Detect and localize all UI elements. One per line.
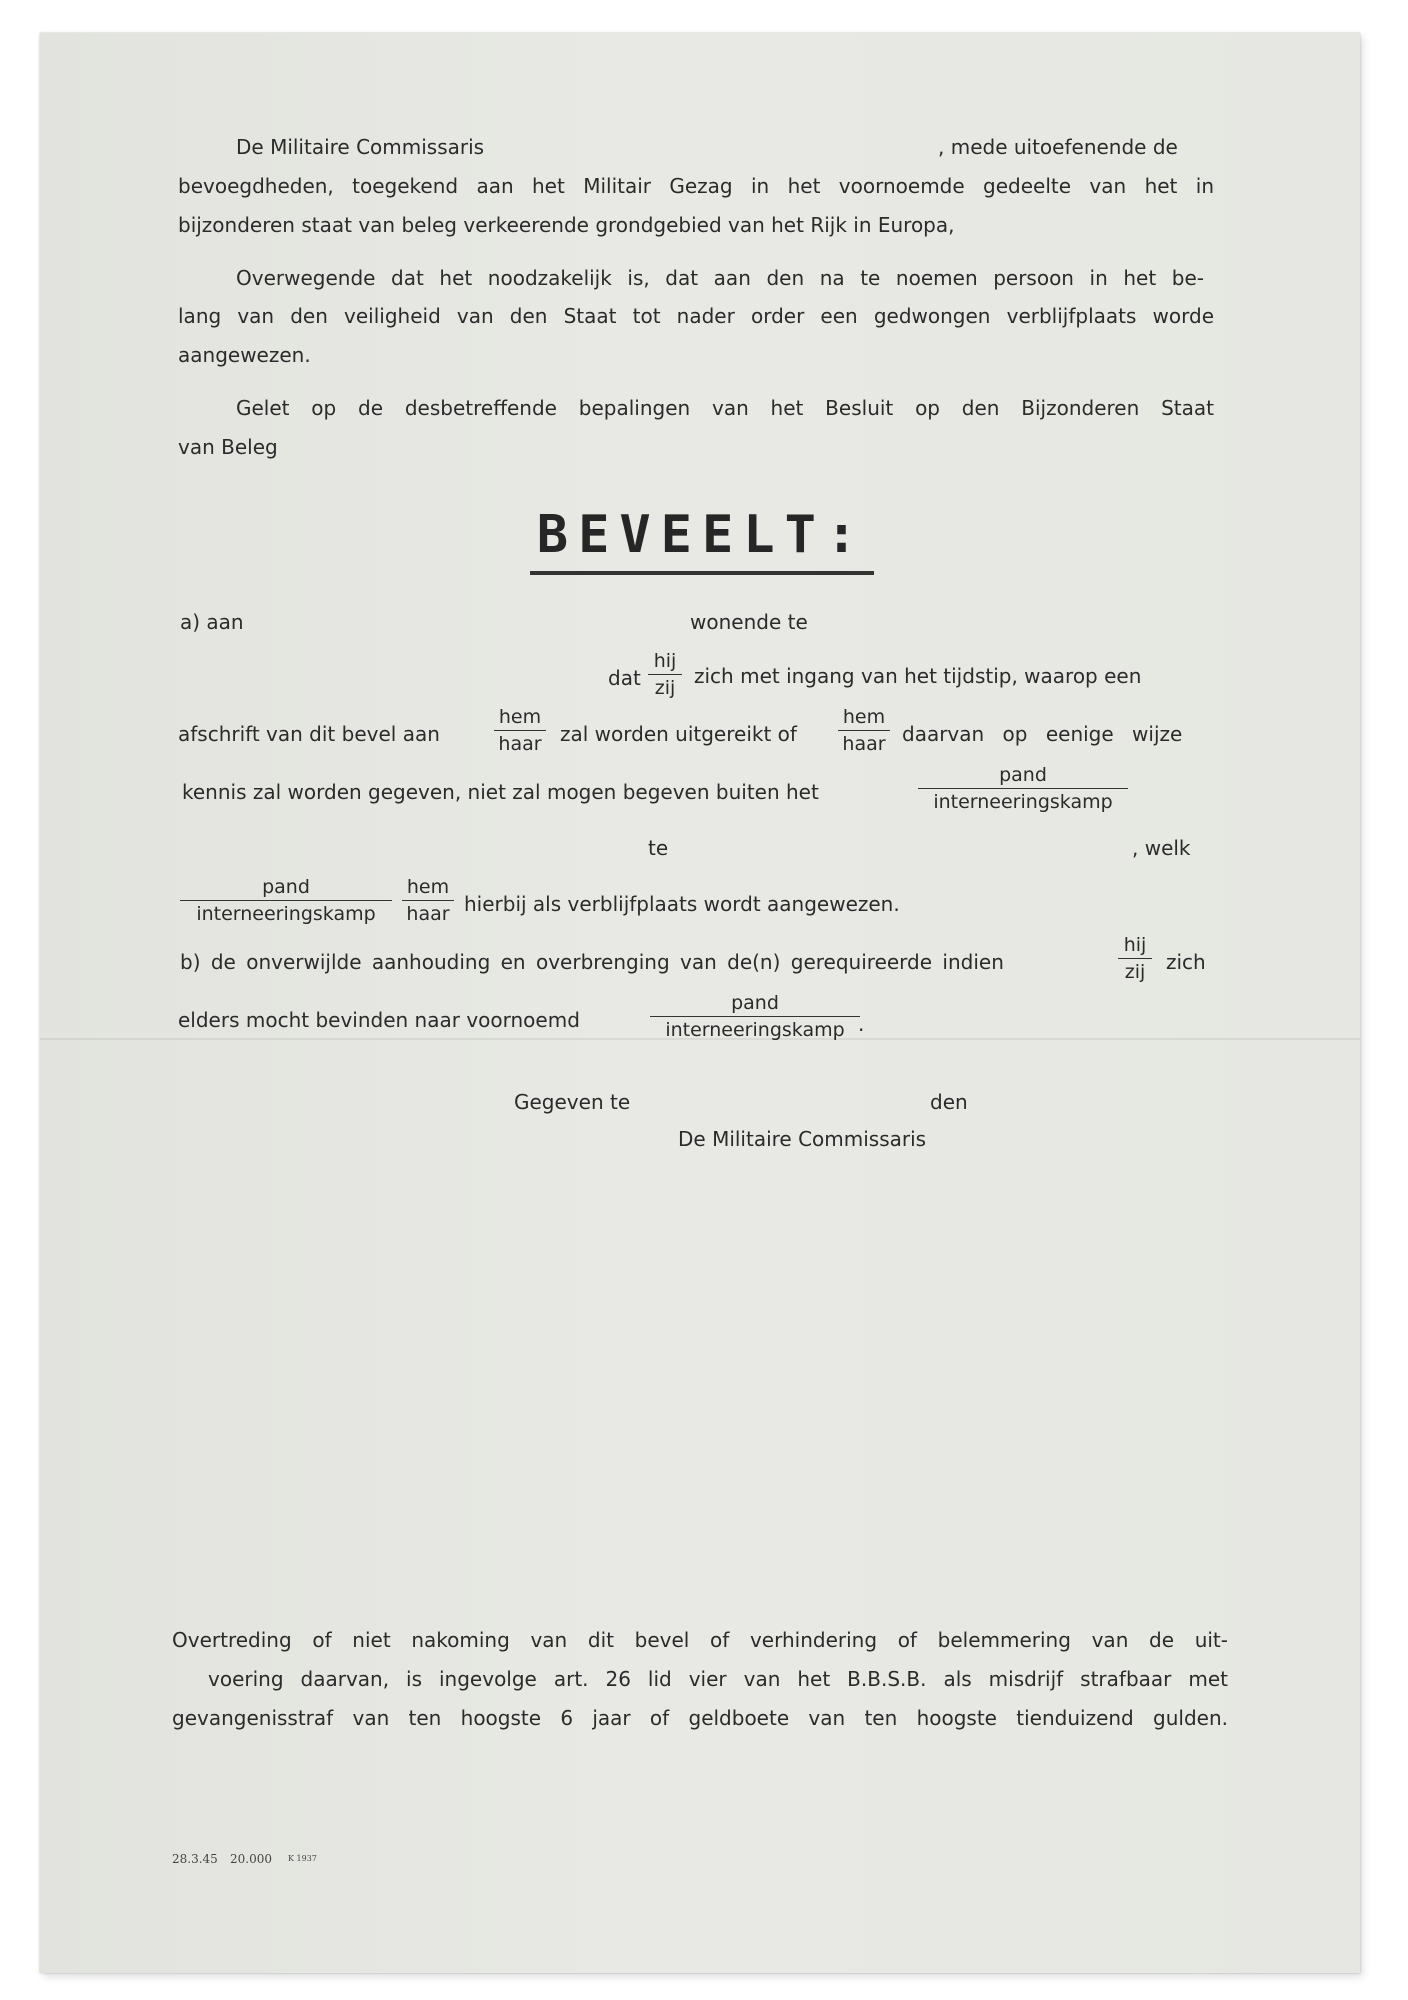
fraction-zij: zij [648, 674, 682, 699]
pand-kamp-fraction-3 [650, 992, 860, 1041]
para2-line1: Overwegende dat het noodzakelijk is, dat aan den na te noemen persoon in het be- [236, 266, 1204, 290]
print-quantity: 20.000 [230, 1852, 272, 1866]
para2-line2: lang van den veiligheid van den Staat tot nader order een gedwongen verblijfplaats worde [178, 304, 1214, 328]
intro-line3: bijzonderen staat van beleg verkeerende grondgebied van het Rijk in Europa, [178, 213, 955, 237]
footer-line2: voering daarvan, is ingevolge art. 26 lid vier van het B.B.S.B. als misdrijf strafbaar met [208, 1667, 1228, 1691]
order-heading: BEVEELT: [530, 505, 874, 575]
signature-commissaris: De Militaire Commissaris [678, 1127, 927, 1151]
para3-line1: Gelet op de desbetreffende bepalingen van het Besluit op den Bijzonderen Staat [236, 396, 1214, 420]
order-a-te: te [648, 836, 669, 860]
fraction-haar: haar [402, 900, 454, 925]
para3-line2: van Beleg [178, 435, 278, 459]
fraction-hem: hem [842, 706, 886, 728]
order-b-line1: b) de onverwijlde aanhouding en overbrenging van de(n) gerequireerde indien [180, 950, 1004, 974]
fraction-hem: hem [498, 706, 542, 728]
order-a-daarvan: daarvan op eenige wijze [902, 722, 1183, 746]
footer-line3: gevangenisstraf van ten hoogste 6 jaar of geldboete van ten hoogste tienduizend gulden. [172, 1706, 1228, 1730]
intro-line1-end: , mede uitoefenende de [938, 135, 1178, 159]
fraction-hij: hij [653, 650, 677, 672]
footer-line1: Overtreding of niet nakoming van dit bevel of verhindering of belemmering van de uit- [172, 1628, 1228, 1652]
fraction-pand: pand [262, 876, 310, 898]
hem-haar-fraction-1 [494, 706, 546, 755]
hij-zij-fraction [648, 650, 682, 699]
fraction-zij: zij [1118, 958, 1152, 983]
order-a-aan: a) aan [180, 610, 244, 634]
fraction-kamp: interneeringskamp [180, 900, 392, 925]
order-a-wonende: wonende te [690, 610, 808, 634]
fraction-hem: hem [406, 876, 450, 898]
order-a-hierbij: hierbij als verblijfplaats wordt aangewezen. [464, 892, 900, 916]
fraction-haar: haar [838, 730, 890, 755]
para2-line3: aangewezen. [178, 343, 311, 367]
order-b-zich: zich [1166, 950, 1206, 974]
fraction-hij: hij [1123, 934, 1147, 956]
fraction-haar: haar [494, 730, 546, 755]
order-a-kennis: kennis zal worden gegeven, niet zal mogen begeven buiten het [182, 780, 819, 804]
order-a-welk: , welk [1132, 836, 1191, 860]
hij-zij-fraction-2 [1118, 934, 1152, 983]
intro-commissaris: De Militaire Commissaris [236, 135, 485, 159]
signature-den: den [930, 1090, 968, 1114]
pand-kamp-fraction-1 [918, 764, 1128, 813]
intro-line2: bevoegdheden, toegekend aan het Militair Gezag in het voornoemde gedeelte van het in [178, 174, 1214, 198]
hem-haar-fraction-3 [402, 876, 454, 925]
order-a-uitgereikt: zal worden uitgereikt of [560, 722, 797, 746]
fraction-kamp: interneeringskamp [918, 788, 1128, 813]
order-b-elders: elders mocht bevinden naar voornoemd [178, 1008, 580, 1032]
order-a-tijdstip: zich met ingang van het tijdstip, waarop een [694, 664, 1142, 688]
print-code: K 1937 [288, 1854, 317, 1863]
fraction-kamp: interneeringskamp [650, 1016, 860, 1041]
fraction-pand: pand [999, 764, 1047, 786]
order-b-period: . [858, 1012, 865, 1036]
signature-gegeven: Gegeven te [514, 1090, 631, 1114]
order-a-afschrift: afschrift van dit bevel aan [178, 722, 440, 746]
hem-haar-fraction-2 [838, 706, 890, 755]
print-date: 28.3.45 [172, 1852, 218, 1866]
pand-kamp-fraction-2 [180, 876, 392, 925]
fraction-pand: pand [731, 992, 779, 1014]
order-a-dat: dat [608, 666, 641, 690]
